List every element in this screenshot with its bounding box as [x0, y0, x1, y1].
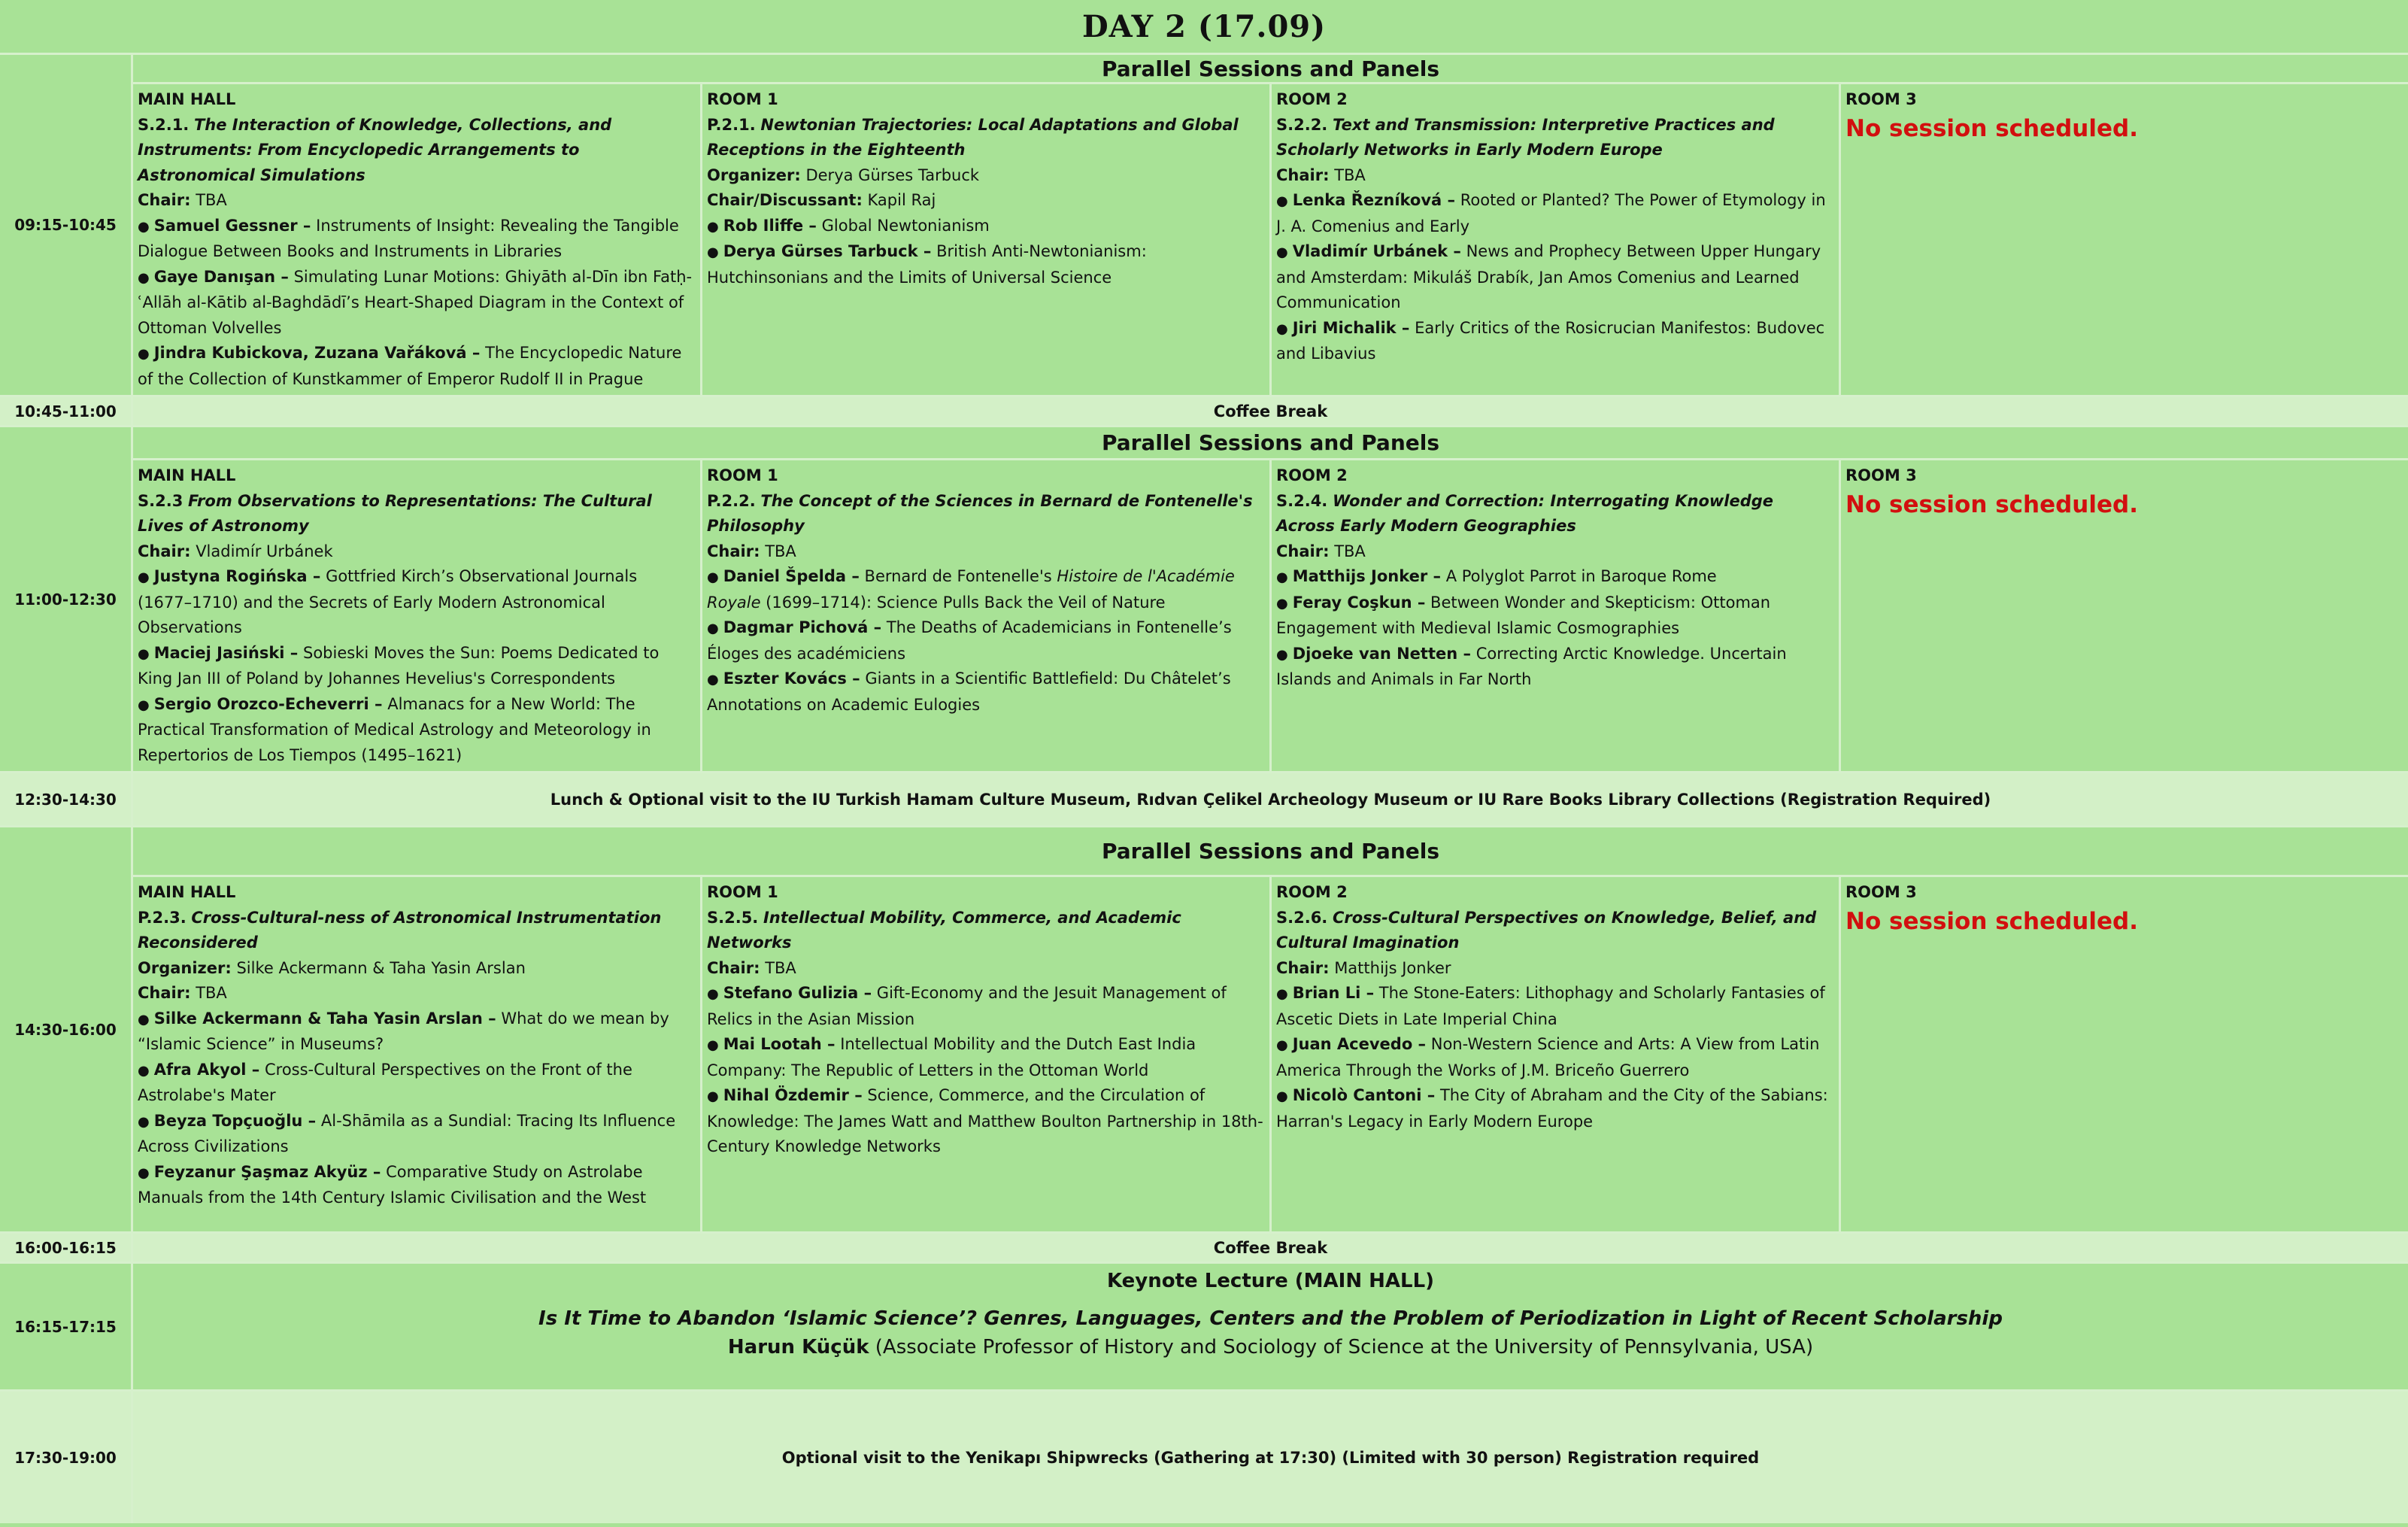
talk-title: Science, Commerce, and the Circulation of Knowledge: The James Watt and Matthew Boulton Partnership in 18th-Century Knowledge Networks [707, 1086, 1263, 1155]
speaker: Brian Li – [1292, 984, 1375, 1002]
talk-item: ● Sergio Orozco-Echeverri – Almanacs for a New World: The Practical Transformation of Medical Astrology and Meteorology in Repertorios de Los Tiempos (1495–1621) [138, 694, 651, 764]
talk-title: Instruments of Insight: Revealing the Tangible Dialogue Between Books and Instruments in Libraries [138, 216, 679, 260]
chair-name: TBA [196, 191, 227, 209]
no-session-notice: No session scheduled. [1845, 907, 2138, 935]
time-slot: 09:15-10:45 [0, 55, 133, 395]
room-1 [702, 84, 1272, 395]
session-code: S.2.2. [1276, 115, 1328, 134]
organizer-name: Derya Gürses Tarbuck [805, 165, 980, 184]
keynote-affiliation: (Associate Professor of History and Sociology of Science at the University of Pennsylvania, USA) [875, 1336, 1814, 1359]
talk-title: Gottfried Kirch’s Observational Journals (1677–1710) and the Secrets of Early Modern Astronomical Observations [138, 567, 638, 636]
organizer-label: Organizer: [138, 958, 232, 977]
coffee-break-row [0, 1234, 2408, 1264]
speaker: Juan Acevedo – [1292, 1035, 1427, 1053]
session-code: P.2.1. [707, 115, 756, 134]
chair-label: Chair: [1276, 165, 1330, 184]
chair-label: Chair: [1276, 958, 1330, 977]
talk-title: Intellectual Mobility and the Dutch East India Company: The Republic of Letters in the Ottoman World [707, 1035, 1196, 1079]
session-code: S.2.1. [138, 115, 190, 134]
talk-item: ● Nihal Özdemir – Science, Commerce, and the Circulation of Knowledge: The James Watt and Matthew Boulton Partnership in 18th-Century Knowledge Networks [707, 1086, 1263, 1155]
room-main-hall [133, 877, 702, 1231]
room-label: ROOM 2 [1276, 90, 1348, 108]
room-2 [1272, 460, 1841, 771]
talk-item: ● Vladimír Urbánek – News and Prophecy Between Upper Hungary and Amsterdam: Mikuláš Drabík, Jan Amos Comenius and Learned Communication [1276, 242, 1821, 311]
session-title: Cross-Cultural Perspectives on Knowledge, Belief, and Cultural Imagination [1276, 908, 1817, 952]
chair-label: Chair: [138, 191, 191, 209]
talk-title: Correcting Arctic Knowledge. Uncertain Islands and Animals in Far North [1276, 644, 1787, 688]
room-label: MAIN HALL [138, 883, 236, 901]
talk-title: Sobieski Moves the Sun: Poems Dedicated to King Jan III of Poland by Johannes Hevelius's Correspondents [138, 643, 660, 688]
speaker: Vladimír Urbánek – [1292, 242, 1461, 260]
session-code: S.2.4. [1276, 491, 1328, 510]
speaker: Feyzanur Şaşmaz Akyüz – [153, 1162, 381, 1181]
talk-item: ● Rob Iliffe – Global Newtonianism [707, 216, 990, 235]
talk-title: Al-Shāmila as a Sundial: Tracing Its Influence Across Civilizations [138, 1111, 676, 1155]
speaker: Jiri Michalik – [1292, 318, 1410, 337]
talk-item: ● Eszter Kovács – Giants in a Scientific Battlefield: Du Châtelet’s Annotations on Academic Eulogies [707, 669, 1231, 714]
talk-title: The Encyclopedic Nature of the Collection of Kunstkammer of Emperor Rudolf II in Prague [138, 344, 682, 388]
talk-title: Rooted or Planted? The Power of Etymology in J. A. Comenius and Early [1276, 191, 1826, 235]
speaker: Gaye Danışan – [153, 267, 289, 286]
chair-label: Chair: [138, 984, 191, 1002]
speaker: Sergio Orozco-Echeverri – [153, 694, 383, 713]
session-block-3 [0, 827, 2408, 1234]
organizer-name: Silke Ackermann & Taha Yasin Arslan [236, 958, 526, 977]
talk-title: The City of Abraham and the City of the Sabians: Harran's Legacy in Early Modern Europe [1276, 1086, 1828, 1131]
room-label: MAIN HALL [138, 466, 236, 484]
chair-label: Chair: [138, 542, 191, 560]
session-block-2 [0, 427, 2408, 773]
room-label: ROOM 3 [1845, 883, 1917, 901]
speaker: Matthijs Jonker – [1292, 567, 1442, 585]
session-block-1 [0, 55, 2408, 397]
talk-title: Early Critics of the Rosicrucian Manifestos: Budovec and Libavius [1276, 318, 1825, 363]
talk-item: ● Matthijs Jonker – A Polyglot Parrot in Baroque Rome [1276, 567, 1717, 585]
keynote-speaker [728, 1333, 1813, 1362]
speaker: Daniel Špelda – [723, 567, 860, 585]
talk-title: Giants in a Scientific Battlefield: Du Châtelet’s Annotations on Academic Eulogies [707, 669, 1231, 714]
session-title: From Observations to Representations: The Cultural Lives of Astronomy [138, 491, 652, 535]
lunch-row [0, 773, 2408, 827]
speaker: Jindra Kubickova, Zuzana Vařáková – [153, 344, 481, 362]
lunch-label: Lunch & Optional visit to the IU Turkish Hamam Culture Museum, Rıdvan Çelikel Archeology Museum or IU Rare Books Library Collections (Registration Required) [550, 790, 1991, 809]
talk-title: Cross-Cultural Perspectives on the Front of the Astrolabe's Mater [138, 1060, 632, 1104]
room-label: ROOM 1 [707, 883, 778, 901]
speaker: Nihal Özdemir – [723, 1086, 863, 1104]
talk-title: Comparative Study on Astrolabe Manuals from the 14th Century Islamic Civilisation and the West [138, 1162, 647, 1207]
speaker: Afra Akyol – [153, 1060, 260, 1079]
speaker: Derya Gürses Tarbuck – [723, 242, 932, 260]
keynote-heading: Keynote Lecture (MAIN HALL) [1106, 1270, 1435, 1292]
chair-label: Chair: [1276, 542, 1330, 560]
speaker: Stefano Gulizia – [723, 984, 872, 1002]
room-main-hall [133, 84, 702, 395]
chair-name: TBA [765, 958, 796, 977]
talk-title: The Deaths of Academicians in Fontenelle’s Éloges des académiciens [707, 618, 1232, 663]
chair-name: TBA [765, 542, 796, 560]
room-1 [702, 877, 1272, 1231]
room-label: ROOM 2 [1276, 883, 1348, 901]
optional-visit-row [0, 1392, 2408, 1523]
talk-item: ● Brian Li – The Stone-Eaters: Lithophagy and Scholarly Fantasies of Ascetic Diets in Late Imperial China [1276, 984, 1825, 1028]
section-header: Parallel Sessions and Panels [133, 55, 2408, 84]
talk-item: ● Gaye Danışan – Simulating Lunar Motions: Ghiyāth al-Dīn ibn Fatḥ-ʿAllāh al-Kātib al-Baghdādī’s Heart-Shaped Diagram in the Context of Ottoman Volvelles [138, 267, 693, 337]
talk-title: A Polyglot Parrot in Baroque Rome [1445, 567, 1717, 585]
time-slot: 16:00-16:15 [0, 1234, 133, 1261]
talk-item: ● Nicolò Cantoni – The City of Abraham and the City of the Sabians: Harran's Legacy in Early Modern Europe [1276, 1086, 1828, 1131]
talk-item: ● Beyza Topçuoğlu – Al-Shāmila as a Sundial: Tracing Its Influence Across Civilizations [138, 1111, 676, 1155]
speaker: Lenka Řezníková – [1292, 191, 1456, 209]
room-3 [1841, 84, 2408, 395]
talk-item: ● Juan Acevedo – Non-Western Science and Arts: A View from Latin America Through the Works of J.M. Briceño Guerrero [1276, 1035, 1820, 1079]
talk-item: ● Daniel Špelda – Bernard de Fontenelle's Histoire de l'Académie Royale (1699–1714): Science Pulls Back the Veil of Nature [707, 567, 1235, 612]
session-title: Cross-Cultural-ness of Astronomical Instrumentation Reconsidered [138, 908, 662, 952]
keynote-row [0, 1264, 2408, 1392]
session-title: The Concept of the Sciences in Bernard de Fontenelle's Philosophy [707, 491, 1253, 535]
talk-item: ● Stefano Gulizia – Gift-Economy and the Jesuit Management of Relics in the Asian Mission [707, 984, 1227, 1028]
break-label: Coffee Break [1213, 1238, 1328, 1257]
talk-item: ● Maciej Jasiński – Sobieski Moves the Sun: Poems Dedicated to King Jan III of Poland by Johannes Hevelius's Correspondents [138, 643, 660, 688]
talk-title-italic: Histoire de l'Académie Royale [707, 567, 1235, 612]
talk-title: What do we mean by “Islamic Science” in Museums? [138, 1009, 669, 1053]
talk-item: ● Feyzanur Şaşmaz Akyüz – Comparative Study on Astrolabe Manuals from the 14th Century Islamic Civilisation and the West [138, 1162, 647, 1207]
talk-title: News and Prophecy Between Upper Hungary and Amsterdam: Mikuláš Drabík, Jan Amos Comenius and Learned Communication [1276, 242, 1821, 311]
talk-title: Non-Western Science and Arts: A View from Latin America Through the Works of J.M. Briceño Guerrero [1276, 1035, 1820, 1079]
time-slot: 16:15-17:15 [0, 1264, 133, 1389]
room-label: ROOM 3 [1845, 90, 1917, 108]
break-label: Coffee Break [1213, 402, 1328, 420]
speaker: Rob Iliffe – [723, 216, 817, 235]
no-session-notice: No session scheduled. [1845, 114, 2138, 142]
session-code: S.2.6. [1276, 908, 1328, 927]
organizer-label: Organizer: [707, 165, 801, 184]
speaker: Mai Lootah – [723, 1035, 836, 1053]
chair-label: Chair: [707, 958, 760, 977]
talk-item: ● Djoeke van Netten – Correcting Arctic Knowledge. Uncertain Islands and Animals in Far North [1276, 644, 1787, 688]
room-2 [1272, 84, 1841, 395]
chair-name: TBA [196, 984, 227, 1002]
talk-title: Global Newtonianism [821, 216, 990, 235]
talk-item: ● Justyna Rogińska – Gottfried Kirch’s Observational Journals (1677–1710) and the Secrets of Early Modern Astronomical Observations [138, 567, 638, 636]
talk-item: ● Jiri Michalik – Early Critics of the Rosicrucian Manifestos: Budovec and Libavius [1276, 318, 1825, 363]
chair-name: TBA [1334, 165, 1366, 184]
talk-title-post: (1699–1714): Science Pulls Back the Veil of Nature [760, 593, 1166, 612]
chair-label: Chair: [707, 542, 760, 560]
chair-label: Chair/Discussant: [707, 191, 863, 209]
session-code: S.2.5. [707, 908, 759, 927]
chair-name: Kapil Raj [867, 191, 936, 209]
room-label: ROOM 3 [1845, 466, 1917, 484]
session-title: Newtonian Trajectories: Local Adaptations and Global Receptions in the Eighteenth [707, 115, 1239, 159]
speaker: Nicolò Cantoni – [1292, 1086, 1436, 1104]
speaker: Samuel Gessner – [153, 216, 311, 235]
talk-title-pre: Bernard de Fontenelle's [864, 567, 1057, 585]
talk-item: ● Mai Lootah – Intellectual Mobility and the Dutch East India Company: The Republic of Letters in the Ottoman World [707, 1035, 1196, 1079]
section-header: Parallel Sessions and Panels [133, 827, 2408, 877]
talk-title: Gift-Economy and the Jesuit Management of Relics in the Asian Mission [707, 984, 1227, 1028]
chair-name: Matthijs Jonker [1334, 958, 1451, 977]
talk-item: ● Samuel Gessner – Instruments of Insight: Revealing the Tangible Dialogue Between Books and Instruments in Libraries [138, 216, 679, 260]
time-slot: 17:30-19:00 [0, 1392, 133, 1523]
talk-item: ● Derya Gürses Tarbuck – British Anti-Newtonianism: Hutchinsonians and the Limits of Universal Science [707, 242, 1147, 287]
speaker: Eszter Kovács – [723, 669, 860, 688]
visit-label: Optional visit to the Yenikapı Shipwrecks (Gathering at 17:30) (Limited with 30 person) Registration required [781, 1448, 1760, 1467]
session-code: S.2.3 [138, 491, 183, 510]
no-session-notice: No session scheduled. [1845, 490, 2138, 518]
talk-item: ● Silke Ackermann & Taha Yasin Arslan – What do we mean by “Islamic Science” in Museums? [138, 1009, 669, 1053]
speaker: Feray Coşkun – [1292, 593, 1426, 612]
talk-item: ● Lenka Řezníková – Rooted or Planted? The Power of Etymology in J. A. Comenius and Early [1276, 191, 1826, 235]
room-3 [1841, 460, 2408, 771]
room-1 [702, 460, 1272, 771]
session-code: P.2.2. [707, 491, 756, 510]
session-title: Text and Transmission: Interpretive Practices and Scholarly Networks in Early Modern Europe [1276, 115, 1775, 159]
room-label: ROOM 1 [707, 90, 778, 108]
talk-title: The Stone-Eaters: Lithophagy and Scholarly Fantasies of Ascetic Diets in Late Imperial China [1276, 984, 1825, 1028]
room-3 [1841, 877, 2408, 1231]
coffee-break-row [0, 397, 2408, 427]
time-slot: 11:00-12:30 [0, 427, 133, 771]
keynote-speaker-name: Harun Küçük [727, 1336, 869, 1359]
talk-item: ● Dagmar Pichová – The Deaths of Academicians in Fontenelle’s Éloges des académiciens [707, 618, 1232, 663]
room-label: ROOM 1 [707, 466, 778, 484]
talk-title: Between Wonder and Skepticism: Ottoman Engagement with Medieval Islamic Cosmographies [1276, 593, 1771, 637]
session-title: Wonder and Correction: Interrogating Knowledge Across Early Modern Geographies [1276, 491, 1774, 535]
talk-item: ● Feray Coşkun – Between Wonder and Skepticism: Ottoman Engagement with Medieval Islamic Cosmographies [1276, 593, 1771, 637]
keynote-title: Is It Time to Abandon ‘Islamic Science’? Genres, Languages, Centers and the Problem of Periodization in Light of Recent Scholarship [538, 1307, 2003, 1330]
time-slot: 12:30-14:30 [0, 773, 133, 825]
speaker: Beyza Topçuoğlu – [153, 1111, 317, 1130]
speaker: Silke Ackermann & Taha Yasin Arslan – [153, 1009, 496, 1028]
chair-name: TBA [1334, 542, 1366, 560]
talk-title: British Anti-Newtonianism: Hutchinsonians and the Limits of Universal Science [707, 242, 1147, 287]
time-slot: 10:45-11:00 [0, 397, 133, 425]
page-title: DAY 2 (17.09) [0, 0, 2408, 55]
time-slot: 14:30-16:00 [0, 827, 133, 1231]
chair-name: Vladimír Urbánek [196, 542, 333, 560]
session-title: Intellectual Mobility, Commerce, and Academic Networks [707, 908, 1181, 952]
session-code: P.2.3. [138, 908, 187, 927]
room-label: ROOM 2 [1276, 466, 1348, 484]
speaker: Djoeke van Netten – [1292, 644, 1471, 663]
speaker: Maciej Jasiński – [153, 643, 299, 662]
session-title: The Interaction of Knowledge, Collections, and Instruments: From Encyclopedic Arrangements to Astronomical Simulations [138, 115, 612, 184]
talk-title: Simulating Lunar Motions: Ghiyāth al-Dīn ibn Fatḥ-ʿAllāh al-Kātib al-Baghdādī’s Heart-Shaped Diagram in the Context of Ottoman Volvelles [138, 267, 693, 337]
talk-item: ● Jindra Kubickova, Zuzana Vařáková – The Encyclopedic Nature of the Collection of Kunstkammer of Emperor Rudolf II in Prague [138, 344, 682, 388]
room-main-hall [133, 460, 702, 771]
room-label: MAIN HALL [138, 90, 236, 108]
speaker: Justyna Rogińska – [153, 567, 321, 585]
room-2 [1272, 877, 1841, 1231]
talk-item: ● Afra Akyol – Cross-Cultural Perspectives on the Front of the Astrolabe's Mater [138, 1060, 632, 1104]
section-header: Parallel Sessions and Panels [133, 427, 2408, 460]
speaker: Dagmar Pichová – [723, 618, 882, 636]
talk-title: Almanacs for a New World: The Practical Transformation of Medical Astrology and Meteorology in Repertorios de Los Tiempos (1495–1621) [138, 694, 651, 764]
